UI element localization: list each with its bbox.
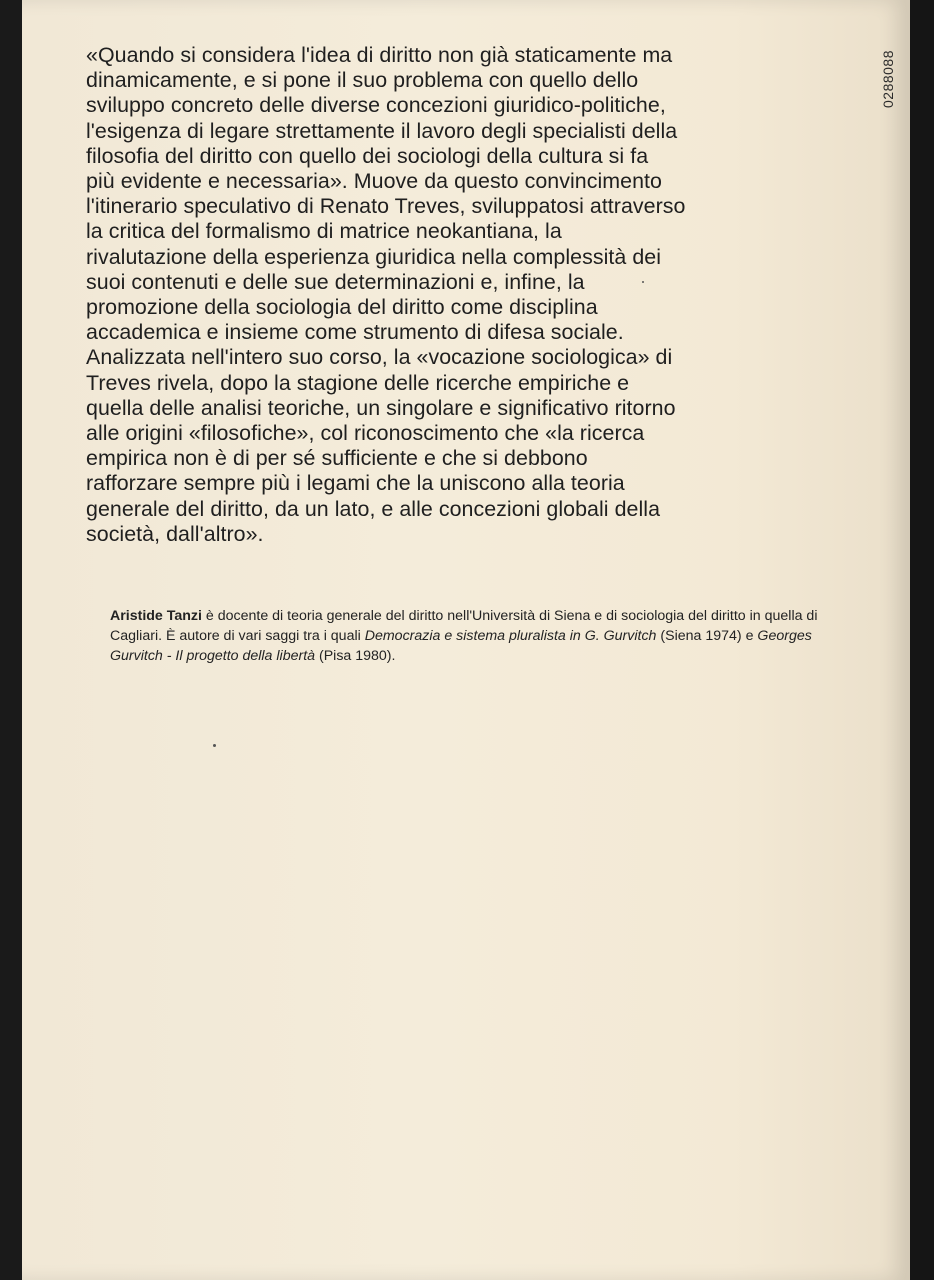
author-bio-text-3: (Pisa 1980).	[315, 648, 396, 664]
author-bio-text-1: è docente di teoria generale del diritto nell'Università di Siena e di sociologia del diritto in quella di Cagliari. È autore di vari saggi tra i quali	[110, 608, 818, 644]
barcode-number: 0288088	[880, 49, 896, 108]
cover-page	[22, 0, 910, 1280]
scan-background-edge	[910, 0, 934, 1280]
author-bio	[110, 606, 830, 666]
author-bio-text-2: (Siena 1974) e	[656, 628, 758, 644]
paper-speck	[642, 281, 644, 283]
blurb-paragraph: «Quando si considera l'idea di diritto non già staticamente ma dinamicamente, e si pone il suo problema con quello dello sviluppo concreto delle diverse concezioni giuridico-politiche, l'esigenza di legare strettamente il lavoro degli specialisti della filosofia del diritto con quello dei sociologi della cultura si fa più evidente e necessaria». Muove da questo convincimento l'itinerario speculativo di Renato Treves, sviluppatosi attraverso la critica del formalismo di matrice neokantiana, la rivalutazione della esperienza giuridica nella complessità dei suoi contenuti e delle sue determinazioni e, infine, la promozione della sociologia del diritto come disciplina accademica e insieme come strumento di difesa sociale. Analizzata nell'intero suo corso, la «vocazione sociologica» di Treves rivela, dopo la stagione delle ricerche empiriche e quella delle analisi teoriche, un singolare e significativo ritorno alle origini «filosofiche», col riconoscimento che «la ricerca empirica non è di per sé sufficiente e che si debbono rafforzare sempre più i legami che la uniscono alla teoria generale del diritto, da un lato, e alle concezioni globali della società, dall'altro».	[86, 43, 686, 546]
author-name: Aristide Tanzi	[110, 608, 202, 624]
author-book-2: Georges Gurvitch - Il progetto della libertà	[110, 628, 812, 664]
paper-speck	[213, 744, 216, 747]
author-book-1: Democrazia e sistema pluralista in G. Gurvitch	[364, 628, 657, 644]
